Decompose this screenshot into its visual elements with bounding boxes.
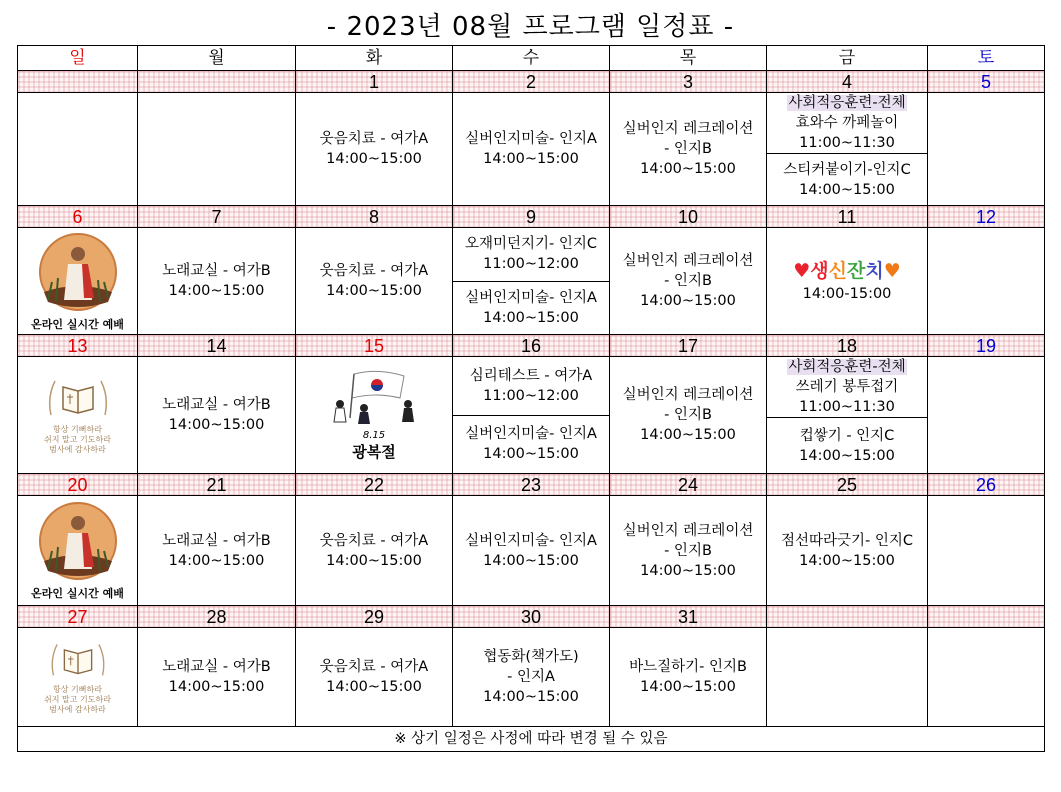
program-time: 14:00~15:00 — [799, 181, 895, 198]
footer-row — [18, 727, 1045, 752]
program-cell — [138, 628, 296, 727]
program-name: 웃음치료 - 여가A — [319, 131, 429, 147]
program-cell — [138, 496, 296, 606]
empty-cell — [928, 228, 1045, 335]
program-cell — [453, 93, 610, 206]
program-cell-split — [767, 93, 928, 206]
program-name: 실버인지미술- 인지A — [465, 289, 597, 306]
program-name: 실버인지미술- 인지A — [465, 426, 597, 443]
program-time: 14:00~15:00 — [799, 447, 895, 464]
date-cell — [18, 71, 138, 93]
program-cell-split — [453, 228, 610, 335]
weekday-thu: 목 — [610, 46, 767, 71]
program-name: 실버인지 레크레이션 — [622, 387, 754, 403]
program-time: 11:00~11:30 — [799, 135, 895, 151]
program-name: 점선따라긋기- 인지C — [780, 532, 914, 549]
date-cell: 1 — [296, 71, 453, 93]
date-cell: 10 — [610, 206, 767, 228]
program-name: 웃음치료 - 여가A — [319, 532, 429, 549]
date-cell: 5 — [928, 71, 1045, 93]
date-cell: 14 — [138, 335, 296, 357]
program-cell — [138, 228, 296, 335]
date-cell: 24 — [610, 474, 767, 496]
program-time: 14:00~15:00 — [640, 562, 736, 579]
program-time: 14:00~15:00 — [483, 151, 579, 167]
date-row-week2 — [18, 206, 1045, 228]
program-name: 노래교실 - 여가B — [162, 263, 271, 279]
empty-cell — [138, 93, 296, 206]
date-cell: 4 — [767, 71, 928, 93]
date-cell: 28 — [138, 606, 296, 628]
program-name: 웃음치료 - 여가A — [319, 659, 429, 675]
program-time: 14:00~15:00 — [640, 679, 736, 695]
weekday-header-row — [18, 46, 1045, 71]
date-cell: 26 — [928, 474, 1045, 496]
date-cell: 9 — [453, 206, 610, 228]
program-name: 심리테스트 - 여가A — [469, 367, 593, 384]
program-time: 14:00~15:00 — [640, 293, 736, 309]
date-cell: 17 — [610, 335, 767, 357]
verse-line: 항상 기뻐하라 — [53, 685, 102, 694]
program-time: 14:00~15:00 — [799, 552, 895, 569]
program-cell — [453, 628, 610, 727]
weekday-tue: 화 — [296, 46, 453, 71]
program-name: 실버인지미술- 인지A — [465, 131, 597, 147]
program-name: 실버인지 레크레이션 — [622, 121, 754, 137]
jesus-icon — [38, 501, 118, 581]
weekday-sat: 토 — [928, 46, 1045, 71]
date-row-week1 — [18, 71, 1045, 93]
korean-flag-icon — [324, 368, 424, 424]
date-cell: 15 — [296, 335, 453, 357]
date-cell: 22 — [296, 474, 453, 496]
date-cell: 25 — [767, 474, 928, 496]
program-cell — [296, 628, 453, 727]
liberation-date: 8.15 — [362, 430, 386, 441]
program-cell — [296, 228, 453, 335]
program-time: 14:00~15:00 — [168, 552, 265, 569]
program-row-week3 — [18, 357, 1045, 474]
program-cell — [610, 228, 767, 335]
date-cell: 18 — [767, 335, 928, 357]
bible-icon — [43, 639, 113, 679]
date-cell: 6 — [18, 206, 138, 228]
date-cell: 12 — [928, 206, 1045, 228]
worship-cell — [18, 496, 138, 606]
date-cell: 19 — [928, 335, 1045, 357]
program-sub: - 인지B — [664, 542, 712, 559]
program-name: 컵쌓기 - 인지C — [799, 427, 895, 444]
program-name: 협동화(책가도) — [483, 649, 579, 665]
verse-cell — [18, 357, 138, 474]
program-name: 바느질하기- 인지B — [629, 659, 747, 675]
date-row-week5 — [18, 606, 1045, 628]
schedule-calendar — [17, 45, 1045, 752]
program-sub: - 인지B — [664, 141, 712, 157]
program-name: 실버인지 레크레이션 — [622, 253, 754, 269]
program-name: 노래교실 - 여가B — [162, 532, 271, 549]
weekday-sun: 일 — [18, 46, 138, 71]
verse-line: 범사에 감사하라 — [49, 445, 106, 454]
empty-cell — [928, 496, 1045, 606]
date-cell: 30 — [453, 606, 610, 628]
program-detail: 쓰레기 봉투접기 — [795, 379, 899, 395]
date-cell — [138, 71, 296, 93]
program-row-week2 — [18, 228, 1045, 335]
weekday-fri: 금 — [767, 46, 928, 71]
program-cell — [296, 93, 453, 206]
date-cell: 31 — [610, 606, 767, 628]
jesus-icon — [38, 232, 118, 312]
program-cell — [610, 93, 767, 206]
date-cell: 3 — [610, 71, 767, 93]
date-cell: 11 — [767, 206, 928, 228]
weekday-wed: 수 — [453, 46, 610, 71]
program-time: 14:00~15:00 — [168, 679, 265, 695]
date-row-week3 — [18, 335, 1045, 357]
program-name: 실버인지미술- 인지A — [465, 532, 597, 549]
program-name: 사회적응훈련-전체 — [788, 359, 906, 375]
footer-note: ※ 상기 일정은 사정에 따라 변경 될 수 있음 — [18, 727, 1045, 752]
program-name: 스티커붙이기-인지C — [783, 161, 911, 178]
date-cell: 8 — [296, 206, 453, 228]
verse-cell — [18, 628, 138, 727]
program-time: 14:00~15:00 — [326, 552, 422, 569]
worship-cell — [18, 228, 138, 335]
empty-cell — [928, 628, 1045, 727]
date-cell: 23 — [453, 474, 610, 496]
empty-cell — [767, 628, 928, 727]
program-name: 노래교실 - 여가B — [162, 397, 271, 413]
birthday-text: 생신잔치 — [810, 260, 884, 282]
program-name: 사회적응훈련-전체 — [788, 95, 906, 111]
program-time: 14:00-15:00 — [802, 286, 892, 302]
program-cell — [296, 496, 453, 606]
verse-line: 항상 기뻐하라 — [53, 425, 102, 434]
heart-icon: ♥ — [883, 260, 901, 282]
birthday-title — [767, 258, 927, 284]
date-cell: 2 — [453, 71, 610, 93]
empty-cell — [928, 93, 1045, 206]
date-cell: 29 — [296, 606, 453, 628]
program-time: 14:00~15:00 — [168, 283, 265, 299]
verse-text — [18, 685, 137, 715]
program-time: 14:00~15:00 — [326, 283, 422, 299]
program-time: 14:00~15:00 — [640, 427, 736, 443]
program-cell — [767, 496, 928, 606]
program-row-week4 — [18, 496, 1045, 606]
verse-text — [18, 425, 137, 455]
weekday-mon: 월 — [138, 46, 296, 71]
program-cell — [453, 496, 610, 606]
program-row-week1 — [18, 93, 1045, 206]
date-cell: 16 — [453, 335, 610, 357]
verse-line: 쉬지 말고 기도하라 — [44, 435, 111, 444]
program-time: 14:00~15:00 — [326, 151, 422, 167]
program-cell — [610, 628, 767, 727]
program-row-week5 — [18, 628, 1045, 727]
date-cell — [928, 606, 1045, 628]
program-detail: 효와수 까페놀이 — [795, 115, 899, 131]
program-cell-split — [453, 357, 610, 474]
page-title: - 2023년 08월 프로그램 일정표 - — [326, 12, 735, 42]
liberation-name: 광복절 — [352, 443, 396, 461]
bible-icon — [43, 375, 113, 419]
worship-label: 온라인 실시간 예배 — [31, 587, 124, 600]
program-sub: - 인지B — [664, 407, 712, 423]
date-cell: 21 — [138, 474, 296, 496]
program-cell — [610, 357, 767, 474]
date-cell: 27 — [18, 606, 138, 628]
verse-line: 범사에 감사하라 — [49, 705, 106, 714]
date-cell: 20 — [18, 474, 138, 496]
program-name: 실버인지 레크레이션 — [622, 522, 754, 539]
program-time: 14:00~15:00 — [326, 679, 422, 695]
program-time: 14:00~15:00 — [483, 446, 579, 463]
date-cell — [767, 606, 928, 628]
program-sub: - 인지A — [507, 669, 555, 685]
program-cell — [138, 357, 296, 474]
birthday-cell — [767, 228, 928, 335]
program-sub: - 인지B — [664, 273, 712, 289]
program-time: 14:00~15:00 — [640, 161, 736, 177]
program-time: 14:00~15:00 — [483, 552, 579, 569]
program-time: 11:00~12:00 — [483, 387, 579, 404]
program-time: 14:00~15:00 — [483, 309, 579, 326]
program-name: 노래교실 - 여가B — [162, 659, 271, 675]
date-cell: 13 — [18, 335, 138, 357]
date-row-week4 — [18, 474, 1045, 496]
program-cell — [610, 496, 767, 606]
program-name: 웃음치료 - 여가A — [319, 263, 429, 279]
program-time: 14:00~15:00 — [168, 417, 265, 433]
program-time: 14:00~15:00 — [483, 689, 579, 705]
empty-cell — [928, 357, 1045, 474]
heart-icon: ♥ — [793, 260, 811, 282]
worship-label: 온라인 실시간 예배 — [31, 317, 124, 331]
empty-cell — [18, 93, 138, 206]
verse-line: 쉬지 말고 기도하라 — [44, 695, 111, 704]
program-time: 11:00~11:30 — [799, 399, 895, 415]
program-name: 오재미던지기- 인지C — [464, 236, 598, 253]
liberation-day-cell — [296, 357, 453, 474]
date-cell: 7 — [138, 206, 296, 228]
program-time: 11:00~12:00 — [483, 256, 579, 273]
program-cell-split — [767, 357, 928, 474]
